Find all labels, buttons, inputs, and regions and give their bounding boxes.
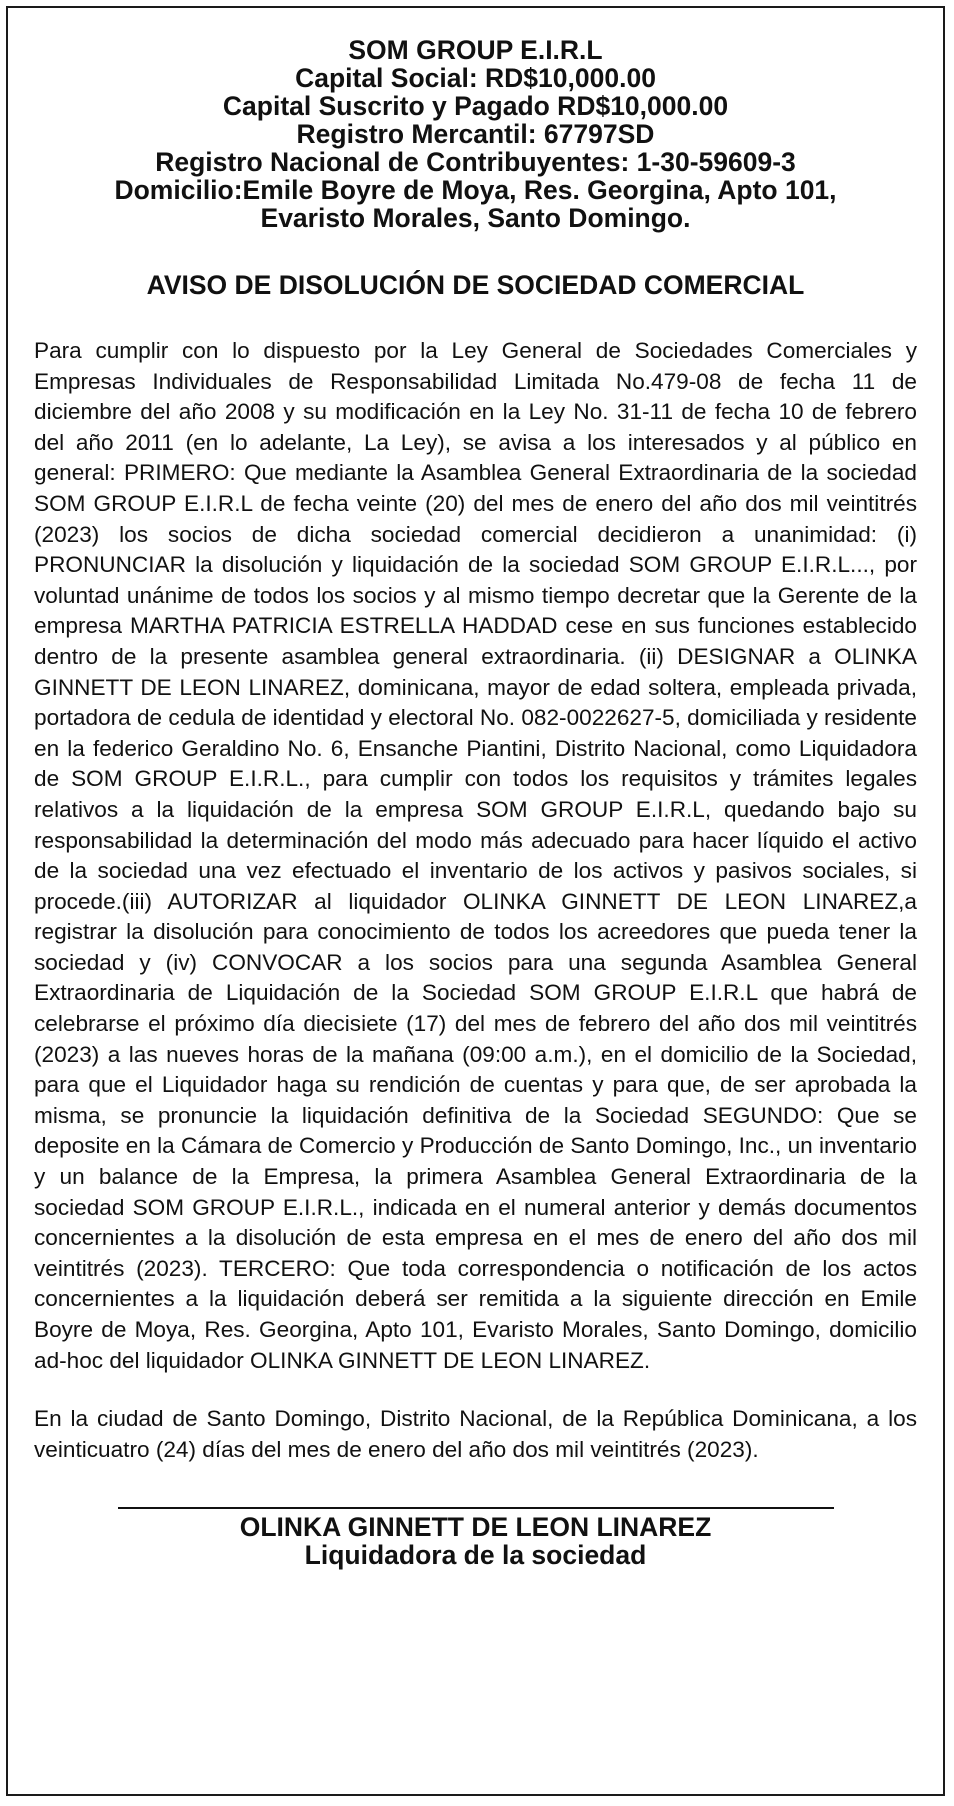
domicilio-line-1: Domicilio:Emile Boyre de Moya, Res. Georgina, Apto 101,	[114, 175, 837, 205]
capital-suscrito: Capital Suscrito y Pagado RD$10,000.00	[222, 91, 729, 121]
notice-closing: En la ciudad de Santo Domingo, Distrito Nacional, de la República Dominicana, a los veinticuatro (24) días del mes de enero del año dos mil veintitrés (2023).	[34, 1406, 917, 1462]
signatory-name: OLINKA GINNETT DE LEON LINAREZ	[239, 1512, 712, 1543]
notice-title: AVISO DE DISOLUCIÓN DE SOCIEDAD COMERCIAL	[146, 270, 805, 300]
company-name: SOM GROUP E.I.R.L	[348, 35, 603, 65]
capital-social: Capital Social: RD$10,000.00	[295, 63, 656, 93]
signature-block	[8, 1507, 943, 1569]
signature-line	[118, 1507, 834, 1509]
legal-notice	[6, 6, 945, 1796]
rnc: Registro Nacional de Contribuyentes: 1-30-59609-3	[155, 147, 796, 177]
notice-body: Para cumplir con lo dispuesto por la Ley General de Sociedades Comerciales y Empresas Individuales de Responsabilidad Limitada No.479-08 de fecha 11 de diciembre del año 2008 y su modificación en la Ley No. 31-11 de fecha 10 de febrero del año 2011 (en lo adelante, La Ley), se avisa a los interesados y al público en general: PRIMERO: Que mediante la Asamblea General Extraordinaria de la sociedad SOM GROUP E.I.R.L de fecha veinte (20) del mes de enero del año dos mil veintitrés (2023) los socios de dicha sociedad comercial decidieron a unanimidad: (i) PRONUNCIAR la disolución y liquidación de la sociedad SOM GROUP E.I.R.L..., por voluntad unánime de todos los socios y al mismo tiempo decretar que la Gerente de la empresa MARTHA PATRICIA ESTRELLA HADDAD cese en sus funciones establecido dentro de la presente asamblea general extraordinaria. (ii) DESIGNAR a OLINKA GINNETT DE LEON LINAREZ, dominicana, mayor de edad soltera, empleada privada, portadora de cedula de identidad y electoral No. 082-0022627-5, domiciliada y residente en la federico Geraldino No. 6, Ensanche Piantini, Distrito Nacional, como Liquidadora de SOM GROUP E.I.R.L., para cumplir con todos los requisitos y trámites legales relativos a la liquidación de la empresa SOM GROUP E.I.R.L, quedando bajo su responsabilidad la determinación del modo más adecuado para hacer líquido el activo de la sociedad una vez efectuado el inventario de los activos y pasivos sociales, si procede.(iii) AUTORIZAR al liquidador OLINKA GINNETT DE LEON LINAREZ,a registrar la disolución para conocimiento de todos los acreedores que pueda tener la sociedad y (iv) CONVOCAR a los socios para una segunda Asamblea General Extraordinaria de Liquidación de la Sociedad SOM GROUP E.I.R.L que habrá de celebrarse el próximo día diecisiete (17) del mes de febrero del año dos mil veintitrés (2023) a las nueves horas de la mañana (09:00 a.m.), en el domicilio de la Sociedad, para que el Liquidador haga su rendición de cuentas y para que, de ser aprobada la misma, se pronuncie la liquidación definitiva de la Sociedad SEGUNDO: Que se deposite en la Cámara de Comercio y Producción de Santo Domingo, Inc., un inventario y un balance de la Empresa, la primera Asamblea General Extraordinaria de la sociedad SOM GROUP E.I.R.L., indicada en el numeral anterior y demás documentos concernientes a la disolución de esta empresa en el mes de enero del año dos mil veintitrés (2023). TERCERO: Que toda correspondencia o notificación de los actos concernientes a la liquidación deberá ser remitida a la siguiente dirección en Emile Boyre de Moya, Res. Georgina, Apto 101, Evaristo Morales, Santo Domingo, domicilio ad-hoc del liquidador OLINKA GINNETT DE LEON LINAREZ.	[34, 338, 917, 1373]
domicilio-line-2: Evaristo Morales, Santo Domingo.	[260, 203, 691, 233]
signatory-role: Liquidadora de la sociedad	[304, 1540, 647, 1571]
registro-mercantil: Registro Mercantil: 67797SD	[296, 119, 655, 149]
company-header	[8, 36, 943, 232]
